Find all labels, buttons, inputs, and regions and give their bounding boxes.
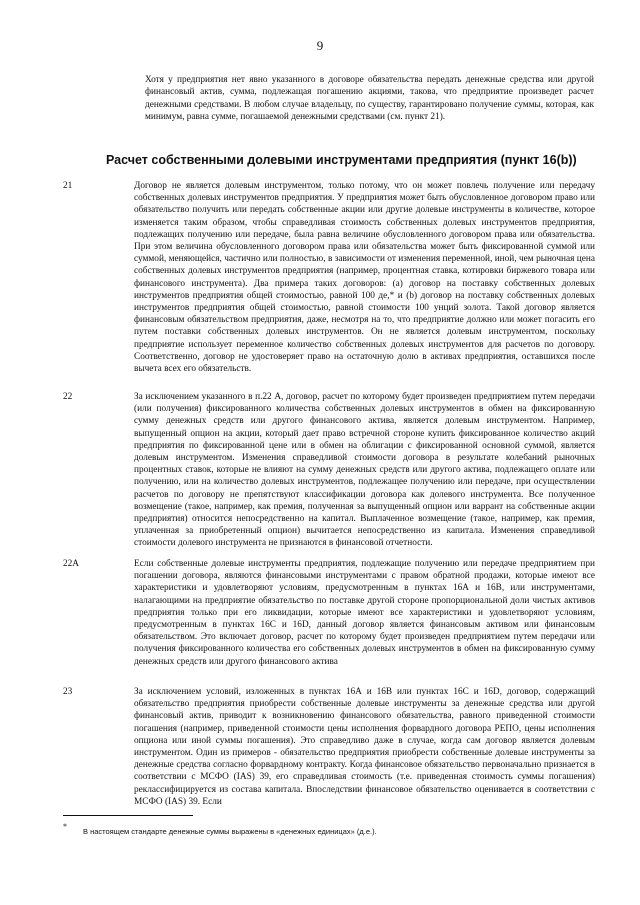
page-number: 9 bbox=[316, 38, 324, 53]
footnote-divider bbox=[63, 815, 193, 816]
paragraph-number: 22A bbox=[63, 559, 80, 569]
paragraph-text: За исключением указанного в п.22 А, договор, расчет по которому будет произведен предприятием путем передачи (или получения) фиксированного количества собственных долевых инструментов в обмен на фиксированную сумму денежных средств или другого финансового актива, является долевым инструментом. Например, выпущенный опцион на акции, который дает право встречной стороне купить фиксированное количество акций предприятия по фиксированной цене или в обмен на облигации с фиксированной основной суммой, является долевым инструментом. Изменения справедливой стоимости договора в результате колебаний рыночных процентных ставок, которые не влияют на сумму денежных средств или другого актива, подлежащего оплате или получению, или на количество долевых инструментов, подлежащее получению или передаче, при осуществлении расчетов по договору не препятствуют классификации договора как долевого инструмента. Все полученное возмещение (такое, например, как премия, полученная за выпущенный опцион или варрант на собственные акции предприятия) относится непосредственно на капитал. Выплаченное возмещение (такое, например, как премия, уплаченная за приобретенный опцион) вычитается непосредственно из капитала. Изменения справедливой стоимости долевого инструмента не признаются в финансовой отчетности. bbox=[134, 392, 595, 549]
intro-paragraph: Хотя у предприятия нет явно указанного в договоре обязательства передать денежные средства или другой финансовый актив, сумма, подлежащая погашению акциями, такова, что предприятие произведет расчет денежными средствами. В любом случае владельцу, по существу, гарантировано получение суммы, которая, как минимум, равна сумме, погашаемой денежными средствами (см. пункт 21). bbox=[145, 75, 594, 123]
paragraph-number: 21 bbox=[63, 181, 73, 191]
paragraph-number: 22 bbox=[63, 392, 73, 402]
section-heading: Расчет собственными долевыми инструментами предприятия (пункт 16(b)) bbox=[106, 153, 577, 167]
footnote-text: В настоящем стандарте денежные суммы выражены в «денежных единицах» (д.е.). bbox=[83, 827, 377, 836]
paragraph-text: За исключением условий, изложенных в пунктах 16А и 16В или пунктах 16С и 16D, договор, содержащий обязательство предприятия приобрести собственные долевые инструменты за денежные средства или другой финансовый актив, приводит к возникновению финансового обязательства, равного приведенной стоимости погашения (например, приведенной стоимости цены исполнения форвардного договора РЕПО, цены исполнения опциона или иной суммы погашения). Это справедливо даже в случае, когда сам договор является долевым инструментом. Один из примеров - обязательство предприятия приобрести собственные долевые инструменты за денежные средства согласно форвардному контракту. Когда финансовое обязательство первоначально признается в соответствии с МСФО (IAS) 39, его справедливая стоимость (т.е. приведенная стоимость суммы погашения) реклассифицируется из состава капитала. Впоследствии финансовое обязательство оценивается в соответствии с МСФО (IAS) 39. Если bbox=[134, 687, 595, 807]
paragraph-text: Если собственные долевые инструменты предприятия, подлежащие получению или передаче предприятием при погашении договора, являются финансовыми инструментами с правом обратной продажи, которые имеют все характеристики и удовлетворяют условиям, предусмотренным в пунктах 16А и 16В, или инструментами, налагающими на предприятие обязательство по поставке другой стороне пропорциональной доли чистых активов предприятия только при его ликвидации, которые имеют все характеристики и удовлетворяют условиям, предусмотренным в пунктах 16С и 16D, данный договор является финансовым активом или финансовым обязательством. Это включает договор, расчет по которому будет произведен предприятием путем передачи или получения фиксированного количества его собственных долевых инструментов в обмен на фиксированную сумму денежных средств или другого финансового актива bbox=[134, 559, 595, 667]
paragraph-text: Договор не является долевым инструментом, только потому, что он может повлечь получение или передачу собственных долевых инструментов предприятия. У предприятия может быть обусловленное договором право или обязательство получить или передать собственные акции или другие долевые инструменты в количестве, которое изменяется таким образом, чтобы справедливая стоимость собственных долевых инструментов предприятия, подлежащих получению или передаче, была равна величине обусловленного договором права или обязательства. При этом величина обусловленного договором права или обязательства может быть фиксированной суммой или суммой, меняющейся, частично или полностью, в зависимости от изменения переменной, иной, чем рыночная цена собственных долевых инструментов предприятия (например, процентная ставка, котировки биржевого товара или финансового инструмента). Два примера таких договоров: (a) договор на поставку собственных долевых инструментов предприятия общей стоимостью, равной 100 де,* и (b) договор на поставку собственных долевых инструментов предприятия общей стоимостью, равной стоимости 100 унций золота. Такой договор является финансовым обязательством предприятия, даже, несмотря на то, что предприятие должно или может погасить его путем поставки собственных долевых инструментов. Он не является долевым инструментом, поскольку предприятие использует переменное количество собственных долевых инструментов для расчетов по договору. Соответственно, договор не удостоверяет право на остаточную долю в активах предприятия, оставшихся после вычета всех его обязательств. bbox=[134, 181, 595, 375]
footnote-mark: * bbox=[63, 822, 67, 831]
paragraph-number: 23 bbox=[63, 687, 73, 697]
